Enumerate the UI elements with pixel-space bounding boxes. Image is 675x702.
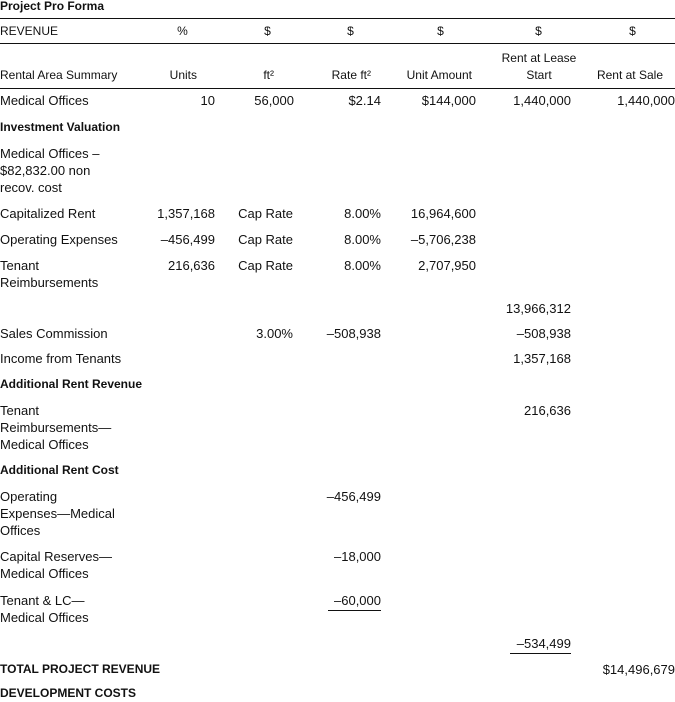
cell-rent-start: 1,440,000 xyxy=(513,93,571,108)
subtotal-rent-start: 13,966,312 xyxy=(505,301,571,316)
cell-ft2: Cap Rate xyxy=(238,206,293,221)
row-label: Sales Commission xyxy=(0,326,108,341)
header-rule xyxy=(0,43,675,44)
cell-ft2: Cap Rate xyxy=(238,258,293,273)
cell-unit-amount: –5,706,238 xyxy=(410,232,476,247)
page-title: Project Pro Forma xyxy=(0,0,105,13)
section-heading: Additional Rent Revenue xyxy=(0,377,143,391)
col-header-rent-sale: Rent at Sale xyxy=(596,68,663,82)
cell-rent-sale: 1,440,000 xyxy=(617,93,675,108)
col-dollar-unit: $ xyxy=(535,24,542,38)
underline xyxy=(328,610,381,611)
row-label: Capital Reserves— xyxy=(0,549,112,564)
rental-area-summary-header: Rental Area Summary xyxy=(0,68,118,82)
col-dollar-unit: $ xyxy=(629,24,636,38)
cell-units: 10 xyxy=(200,93,215,108)
row-label: Operating xyxy=(0,489,58,504)
row-label: Medical Offices xyxy=(0,437,89,452)
col-header-rate: Rate ft² xyxy=(331,68,371,82)
col-dollar-unit: $ xyxy=(347,24,354,38)
row-label: Offices xyxy=(0,523,41,538)
total-label: TOTAL PROJECT REVENUE xyxy=(0,662,161,676)
row-label: Reimbursements— xyxy=(0,420,112,435)
cell-rate: 8.00% xyxy=(344,258,381,273)
cell-ft2: 56,000 xyxy=(254,93,294,108)
row-label: $82,832.00 non xyxy=(0,163,91,178)
row-label: Tenant xyxy=(0,258,40,273)
cell-rate: –18,000 xyxy=(334,549,381,564)
cell-ft2: 3.00% xyxy=(256,326,293,341)
row-label: Medical Offices xyxy=(0,610,89,625)
row-label: recov. cost xyxy=(0,180,62,195)
title-rule xyxy=(0,18,675,19)
total-rent-sale: $14,496,679 xyxy=(602,662,675,677)
col-header-units: Units xyxy=(169,68,197,82)
col-percent-unit: % xyxy=(177,24,188,38)
cell-rate: –60,000 xyxy=(334,593,381,608)
cell-rate: 8.00% xyxy=(344,232,381,247)
col-dollar-unit: $ xyxy=(264,24,271,38)
row-label: Reimbursements xyxy=(0,275,99,290)
row-label: Medical Offices – xyxy=(0,146,100,161)
header-bottom-rule xyxy=(0,88,675,89)
cell-unit-amount: 2,707,950 xyxy=(418,258,476,273)
cell-rent-start: 216,636 xyxy=(524,403,571,418)
section-heading: Investment Valuation xyxy=(0,120,121,134)
revenue-heading: REVENUE xyxy=(0,24,59,38)
cell-rent-start: –508,938 xyxy=(516,326,571,341)
row-label: Tenant & LC— xyxy=(0,593,85,608)
cell-rate: $2.14 xyxy=(348,93,381,108)
row-label: Tenant xyxy=(0,403,40,418)
section-heading: DEVELOPMENT COSTS xyxy=(0,686,137,700)
row-label: Income from Tenants xyxy=(0,351,122,366)
row-label: Operating Expenses xyxy=(0,232,118,247)
col-header-ft2: ft² xyxy=(263,68,274,82)
row-label: Medical Offices xyxy=(0,93,89,108)
row-label: Expenses—Medical xyxy=(0,506,115,521)
section-heading: Additional Rent Cost xyxy=(0,463,119,477)
cell-unit-amount: $144,000 xyxy=(421,93,476,108)
col-header-rent-lease-start-2: Start xyxy=(526,68,552,82)
cell-ft2: Cap Rate xyxy=(238,232,293,247)
cell-rent-start: 1,357,168 xyxy=(513,351,571,366)
underline xyxy=(510,653,571,654)
cell-rate: 8.00% xyxy=(344,206,381,221)
col-header-unit-amount: Unit Amount xyxy=(406,68,472,82)
cell-rate: –508,938 xyxy=(326,326,381,341)
cell-unit-amount: 16,964,600 xyxy=(410,206,476,221)
col-dollar-unit: $ xyxy=(437,24,444,38)
cell-units: 216,636 xyxy=(168,258,215,273)
cell-units: –456,499 xyxy=(160,232,215,247)
cell-rate: –456,499 xyxy=(326,489,381,504)
row-label: Capitalized Rent xyxy=(0,206,96,221)
cell-units: 1,357,168 xyxy=(157,206,215,221)
row-label: Medical Offices xyxy=(0,566,89,581)
subtotal-rent-start: –534,499 xyxy=(516,636,571,651)
col-header-rent-lease-start-1: Rent at Lease xyxy=(501,51,577,65)
